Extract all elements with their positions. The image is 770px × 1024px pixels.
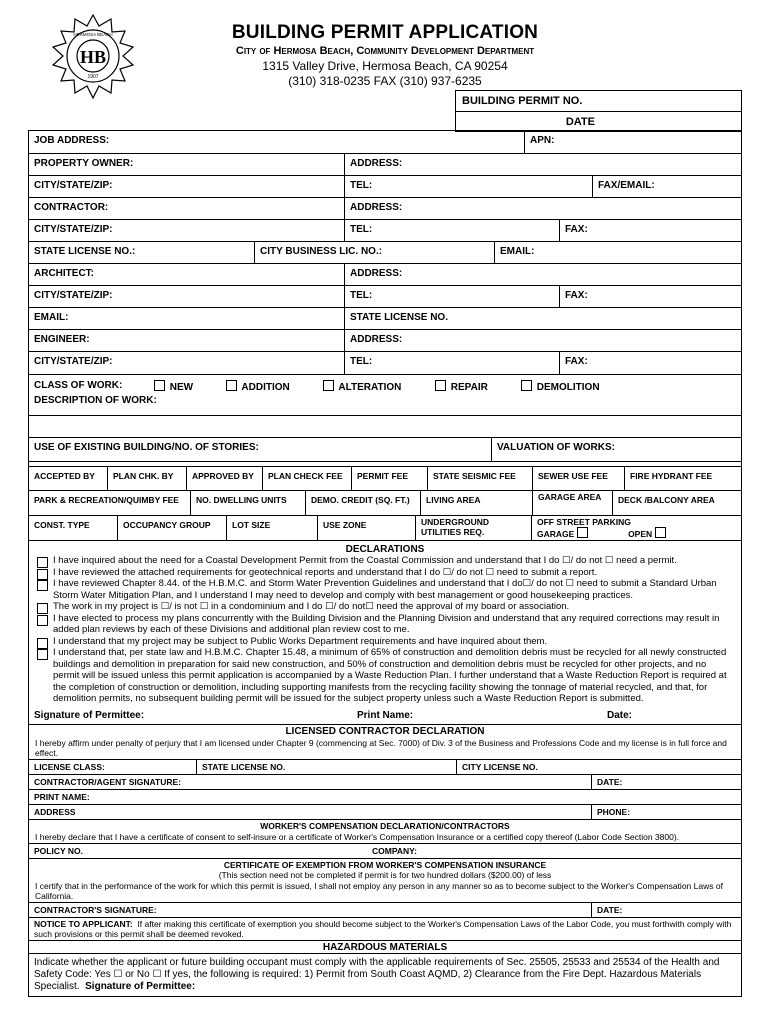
notice-body: If after making this certificate of exemption you should become subject to the Worker's Compensation Laws of the Labor Code, you must forthwith comply with such provisions or this permit shall be deemed revoked.: [34, 918, 732, 939]
declaration-checkbox[interactable]: [37, 615, 48, 626]
contractor-field[interactable]: CONTRACTOR:: [34, 202, 109, 213]
engineer-field[interactable]: ENGINEER:: [34, 334, 90, 345]
exemption-date-field[interactable]: DATE:: [591, 903, 622, 917]
license-row: [29, 242, 741, 264]
approved-by-field[interactable]: APPROVED BY: [186, 467, 254, 490]
contractor-declaration-section: [29, 725, 741, 760]
job-address-row: [29, 131, 741, 154]
declaration-text: The work in my project is ☐/ is not ☐ in a condominium and I do ☐/ do not☐ need the approval of my board or association.: [53, 601, 570, 612]
hazardous-body: Indicate whether the applicant or future building occupant must comply with the applicable requirements of Sec. 25505, 25533 and 25534 of the Health and Safety Code: Yes ☐ or No ☐ If yes, the following is required: 1) Permit from South Coast AQMD, 2) Clearance from the Fire Dept. Hazardous Materials Specialist.: [34, 956, 720, 992]
contractor-print-name-field[interactable]: PRINT NAME:: [34, 791, 90, 802]
permit-fee-field[interactable]: PERMIT FEE: [351, 467, 408, 490]
engineer-tel-field[interactable]: TEL:: [344, 352, 372, 374]
policy-number-field[interactable]: POLICY NO.: [34, 845, 83, 856]
apn-field[interactable]: APN:: [524, 131, 554, 153]
hazardous-signature-field[interactable]: Signature of Permittee:: [85, 980, 196, 992]
demolition-option[interactable]: [516, 375, 600, 393]
workers-comp-section: [29, 820, 741, 844]
form-title: BUILDING PERMIT APPLICATION: [231, 22, 539, 43]
contractor-fax-field[interactable]: FAX:: [559, 220, 588, 241]
owner-city-row: [29, 176, 741, 198]
demo-credit-field[interactable]: DEMO. CREDIT (SQ. FT.): [305, 491, 410, 515]
contractor-state-license-field[interactable]: STATE LICENSE NO.: [196, 760, 285, 774]
declaration-text: I understand that, per state law and H.B.M.C. Chapter 15.48, a minimum of 65% of construction and demolition debris must be recycled for all newly constructed buildings and demolition in preparation for said new construction, and 50% of construction and demolition debris must be recycled for other projects, and no permit will be issued unless this permit application is accompanied by a Waste Reduction Plan. I further understand that a Waste Reduction Report is required at the completion of construction or demolition, including supporting manifests from the recycling facility showing the tonnage of material recycled, and that, for demolition permits, no subsequent building permit will be issued for the subject property unless such a Waste Reduction Report is submitted.: [53, 647, 727, 704]
architect-address-field[interactable]: ADDRESS:: [344, 264, 402, 285]
engineer-row: [29, 330, 741, 352]
contractor-tel-field[interactable]: TEL:: [344, 220, 372, 241]
off-street-parking-field: [531, 516, 741, 540]
declaration-text: I understand that my project may be subject to Public Works Department requirements and have inquired about them.: [53, 635, 548, 647]
architect-email-row: [29, 308, 741, 330]
contractor-city-row: [29, 220, 741, 242]
addition-option[interactable]: [221, 375, 290, 393]
notice-section: [29, 918, 741, 941]
alteration-option[interactable]: [318, 375, 401, 393]
description-field[interactable]: DESCRIPTION OF WORK:: [34, 395, 157, 406]
license-class-field[interactable]: LICENSE CLASS:: [34, 761, 105, 772]
park-fee-field[interactable]: PARK & RECREATION/QUIMBY FEE: [34, 495, 179, 505]
contractor-address-row: [29, 805, 741, 820]
workers-comp-text: I hereby declare that I have a certificate of consent to self-insure or a certificate of Worker's Compensation Insurance or a certified copy thereof (Labor Code Section 3800).: [35, 831, 680, 842]
architect-fax-field[interactable]: FAX:: [559, 286, 588, 307]
seismic-fee-field[interactable]: STATE SEISMIC FEE: [427, 467, 516, 490]
exemption-subtitle: (This section need not be completed if permit is for two hundred dollars ($200.00) of less: [218, 869, 552, 880]
declarations-section: [29, 541, 741, 725]
contractor-address-field[interactable]: ADDRESS:: [344, 198, 402, 219]
declaration-item: [33, 613, 735, 636]
declaration-checkbox[interactable]: [37, 649, 48, 660]
repair-checkbox[interactable]: [435, 380, 446, 391]
owner-fax-email-field[interactable]: FAX/EMAIL:: [592, 176, 655, 197]
engineer-address-field[interactable]: ADDRESS:: [344, 330, 402, 351]
declaration-item: [33, 567, 735, 579]
fees-row-3: [29, 516, 741, 541]
underground-utilities-field[interactable]: UNDERGROUND UTILITIES REQ.: [415, 516, 531, 540]
declaration-item: [33, 555, 735, 567]
alteration-checkbox[interactable]: [323, 380, 334, 391]
exemption-section: [29, 859, 741, 903]
state-license-field[interactable]: STATE LICENSE NO.:: [34, 246, 136, 257]
contractor-declaration-text: I hereby affirm under penalty of perjury that I am licensed under Chapter 9 (commencing at Sec. 7000) of Div. 3 of the Business and Professions Code and my license is in full force and effect.: [35, 737, 727, 758]
hazardous-text: [29, 954, 741, 996]
permittee-signature-field[interactable]: Signature of Permittee:: [34, 709, 145, 721]
garage-label: GARAGE: [537, 529, 575, 539]
declaration-item: [33, 601, 735, 613]
architect-field[interactable]: ARCHITECT:: [34, 268, 94, 279]
plan-check-fee-field[interactable]: PLAN CHECK FEE: [262, 467, 343, 490]
engineer-fax-field[interactable]: FAX:: [559, 352, 588, 374]
open-checkbox[interactable]: [655, 527, 666, 538]
declaration-checkbox[interactable]: [37, 580, 48, 591]
permit-date-label: DATE: [565, 116, 595, 128]
declaration-item: [33, 647, 735, 705]
print-name-row: [29, 790, 741, 805]
architect-row: [29, 264, 741, 286]
license-class-row: [29, 760, 741, 775]
architect-city-field[interactable]: CITY/STATE/ZIP:: [34, 290, 113, 301]
contractor-city-field[interactable]: CITY/STATE/ZIP:: [34, 224, 113, 235]
description-row: [29, 393, 741, 416]
occupancy-group-field[interactable]: OCCUPANCY GROUP: [117, 516, 211, 540]
new-checkbox[interactable]: [154, 380, 165, 391]
hazardous-title: HAZARDOUS MATERIALS: [29, 941, 741, 954]
fees-row-1: [29, 467, 741, 491]
engineer-city-field[interactable]: CITY/STATE/ZIP:: [34, 356, 113, 367]
owner-row: [29, 154, 741, 176]
seal-year: 1907: [87, 74, 99, 80]
hydrant-fee-field[interactable]: FIRE HYDRANT FEE: [624, 467, 712, 490]
exemption-title: CERTIFICATE OF EXEMPTION FROM WORKER'S COMPENSATION INSURANCE: [223, 859, 547, 870]
permit-form: [28, 130, 742, 997]
declaration-signature-line: [29, 708, 741, 724]
declaration-text: I have inquired about the need for a Coastal Development Permit from the Coastal Commission and understand that I do ☐/ do not ☐ need a permit.: [53, 555, 677, 566]
agent-signature-field[interactable]: CONTRACTOR/AGENT SIGNATURE:: [34, 776, 182, 787]
contractor-declaration-title: LICENSED CONTRACTOR DECLARATION: [285, 725, 485, 737]
addition-label: ADDITION: [241, 382, 290, 393]
contractor-signature-field[interactable]: CONTRACTOR'S SIGNATURE:: [34, 904, 157, 915]
contractor-email-field[interactable]: EMAIL:: [494, 242, 534, 263]
contractor-phone-field[interactable]: PHONE:: [591, 805, 630, 819]
declaration-text: I have reviewed Chapter 8.44. of the H.B.M.C. and Storm Water Prevention Guidelines and understand that I do☐/ do not ☐ need to submit a Standard Urban Storm Water Mitigation Plan, and I understand I may need to develop and comply with best management or good housekeeping practices.: [53, 578, 717, 601]
architect-email-field[interactable]: EMAIL:: [34, 312, 69, 323]
print-name-field[interactable]: Print Name:: [357, 709, 414, 721]
notice-label: NOTICE TO APPLICANT:: [34, 918, 133, 929]
garage-checkbox[interactable]: [577, 527, 588, 538]
department-name: City of Hermosa Beach, Community Development Department: [235, 45, 535, 57]
garage-area-field[interactable]: GARAGE AREA: [532, 491, 612, 515]
repair-option[interactable]: [430, 375, 488, 393]
construction-type-field[interactable]: CONST. TYPE: [34, 520, 90, 530]
accepted-by-field[interactable]: ACCEPTED BY: [34, 471, 95, 481]
department-address: 1315 Valley Drive, Hermosa Beach, CA 90254: [262, 59, 508, 73]
valuation-field[interactable]: VALUATION OF WORKS:: [491, 438, 615, 461]
agent-signature-row: [29, 775, 741, 790]
off-street-parking-label: OFF STREET PARKING: [537, 517, 631, 527]
repair-label: REPAIR: [450, 382, 488, 393]
declarations-title: DECLARATIONS: [345, 544, 425, 555]
seal-text: HERMOSA BEACH: [73, 32, 113, 37]
city-license-field[interactable]: CITY LICENSE NO.: [456, 760, 538, 774]
exemption-text: I certify that in the performance of the work for which this permit is issued, I shall not employ any person in any manner so as to become subject to the Worker's Compensation Laws of California.: [35, 880, 723, 901]
new-label: NEW: [169, 382, 194, 393]
alteration-label: ALTERATION: [338, 382, 402, 393]
seal-letters: HB: [79, 47, 107, 67]
contractor-row: [29, 198, 741, 220]
hazardous-section: [29, 941, 741, 996]
demolition-label: DEMOLITION: [536, 382, 600, 393]
policy-row: [29, 844, 741, 859]
demolition-checkbox[interactable]: [521, 380, 532, 391]
use-zone-field[interactable]: USE ZONE: [317, 516, 366, 540]
sewer-fee-field[interactable]: SEWER USE FEE: [532, 467, 608, 490]
contractor-addr-field[interactable]: ADDRESS: [34, 806, 76, 817]
open-label: OPEN: [628, 529, 653, 539]
living-area-field[interactable]: LIVING AREA: [420, 491, 480, 515]
description-blank-row: [29, 416, 741, 438]
deck-area-field[interactable]: DECK /BALCONY AREA: [612, 491, 715, 515]
property-owner-field[interactable]: PROPERTY OWNER:: [34, 158, 134, 169]
permit-number-label: BUILDING PERMIT NO.: [456, 91, 741, 112]
existing-building-row: [29, 438, 741, 462]
city-business-license-field[interactable]: CITY BUSINESS LIC. NO.:: [254, 242, 382, 263]
architect-license-field[interactable]: STATE LICENSE NO.: [344, 308, 448, 329]
exemption-signature-row: [29, 903, 741, 918]
declaration-text: I have reviewed the attached requirements for geotechnical reports and understand that I do ☐/ do not ☐ need to submit a report.: [53, 566, 598, 578]
owner-tel-field[interactable]: TEL:: [344, 176, 372, 197]
plan-check-by-field[interactable]: PLAN CHK. BY: [107, 467, 173, 490]
dwelling-units-field[interactable]: NO. DWELLING UNITS: [190, 491, 287, 515]
declaration-item: [33, 636, 735, 648]
lot-size-field[interactable]: LOT SIZE: [226, 516, 270, 540]
architect-tel-field[interactable]: TEL:: [344, 286, 372, 307]
declarations-list: [29, 555, 741, 705]
owner-city-field[interactable]: CITY/STATE/ZIP:: [34, 180, 113, 191]
addition-checkbox[interactable]: [226, 380, 237, 391]
notice-text: [29, 918, 741, 940]
insurance-company-field[interactable]: COMPANY:: [372, 845, 418, 856]
declaration-item: [33, 578, 735, 601]
engineer-city-row: [29, 352, 741, 375]
permit-number-box: [455, 90, 742, 132]
fees-row-2: [29, 491, 741, 516]
architect-city-row: [29, 286, 741, 308]
class-of-work-row: [29, 375, 741, 393]
job-address-field[interactable]: JOB ADDRESS:: [34, 135, 110, 146]
signature-date-field[interactable]: Date:: [607, 709, 633, 721]
existing-building-field[interactable]: USE OF EXISTING BUILDING/NO. OF STORIES:: [34, 442, 259, 453]
owner-address-field[interactable]: ADDRESS:: [344, 154, 402, 175]
declaration-text: I have elected to process my plans concurrently with the Building Division and the Planning Division and understand that any required corrections may result in added plan reviews by each of these Divisions and additional plan review cost to me.: [53, 612, 720, 635]
workers-comp-title: WORKER'S COMPENSATION DECLARATION/CONTRACTORS: [260, 820, 510, 831]
new-option[interactable]: [149, 375, 193, 393]
department-phone: (310) 318-0235 FAX (310) 937-6235: [288, 74, 482, 88]
class-of-work-label: CLASS OF WORK:: [34, 380, 123, 391]
agent-date-field[interactable]: DATE:: [591, 775, 622, 789]
